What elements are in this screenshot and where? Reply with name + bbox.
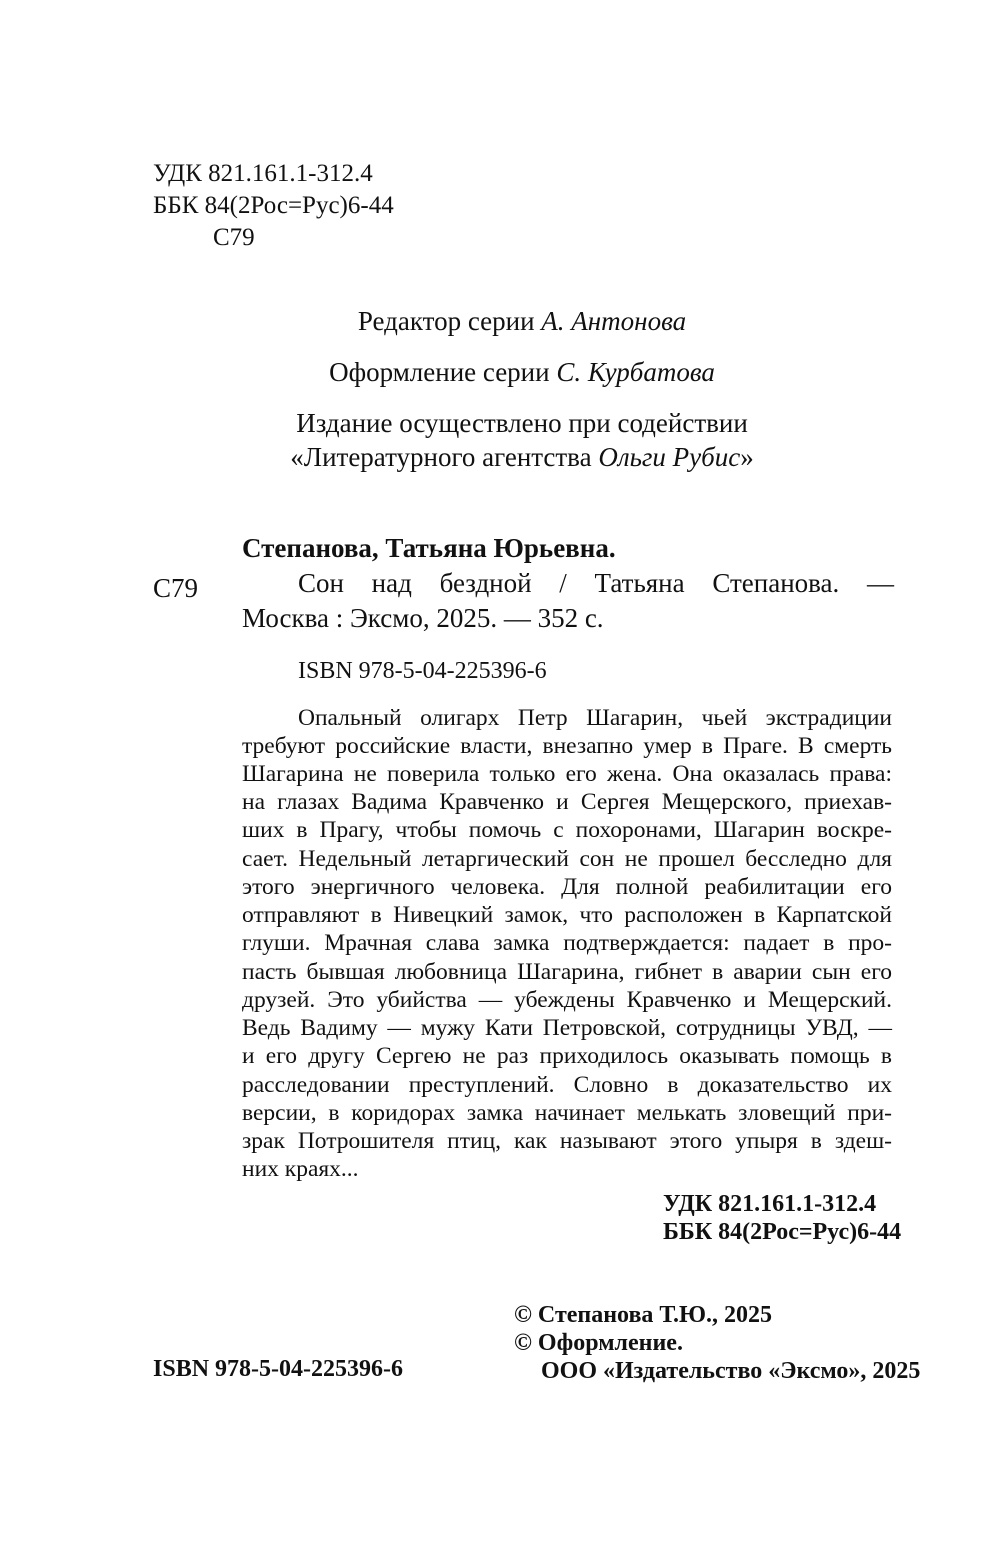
annotation-line: требуют российские власти, внезапно умер в Праге. В смерть xyxy=(242,733,892,759)
annotation-line: пасть бывшая любовница Шагарина, гибнет в аварии сын его xyxy=(242,959,892,985)
annotation-line: расследовании преступлений. Словно в доказательство их xyxy=(242,1072,892,1098)
copyright-publisher: ООО «Издательство «Эксмо», 2025 xyxy=(541,1358,921,1384)
bibliography-title-line-1: Сон над бездной / Татьяна Степанова. — xyxy=(298,568,894,598)
series-editor-line xyxy=(242,305,802,337)
annotation-line: и его другу Сергею не раз приходилось оказывать помощь в xyxy=(242,1043,892,1069)
annotation-line: отправляют в Нивецкий замок, что расположен в Карпатской xyxy=(242,902,892,928)
support-agency-prefix: «Литературного агентства xyxy=(290,442,592,472)
copyright-author: © Степанова Т.Ю., 2025 xyxy=(514,1302,773,1328)
copyright-design: © Оформление. xyxy=(514,1330,683,1356)
footer-bbk-code: ББК 84(2Рос=Рус)6-44 xyxy=(663,1219,902,1245)
annotation-line: сает. Недельный летаргический сон не прошел бесследно для xyxy=(242,846,892,872)
series-design-line xyxy=(242,356,802,388)
support-line-2 xyxy=(242,441,802,473)
support-agency-suffix: » xyxy=(740,442,754,472)
footer-isbn: ISBN 978-5-04-225396-6 xyxy=(153,1356,403,1382)
support-line-1: Издание осуществлено при содействии xyxy=(296,408,748,438)
annotation-line: друзей. Это убийства — убеждены Кравченко и Мещерский. xyxy=(242,987,892,1013)
annotation-line: зрак Потрошителя птиц, как называют этого упыря в здеш- xyxy=(242,1128,892,1154)
annotation-line: глуши. Мрачная слава замка подтверждается: падает в про- xyxy=(242,930,892,956)
bbk-code: ББК 84(2Рос=Рус)6-44 xyxy=(153,192,394,219)
footer-udk-code: УДК 821.161.1-312.4 xyxy=(663,1191,877,1217)
annotation-line: версии, в коридорах замка начинает мелькать зловещий при- xyxy=(242,1100,892,1126)
annotation-line: Шагарина не поверила только его жена. Она оказалась права: xyxy=(242,761,892,787)
bibliography-author-mark: С79 xyxy=(153,573,199,603)
series-design-name: С. Курбатова xyxy=(556,357,715,387)
annotation-line: ших в Прагу, чтобы помочь с похоронами, Шагарин воскре- xyxy=(242,817,892,843)
series-editor-label: Редактор серии xyxy=(357,306,535,336)
series-editor-name: А. Антонова xyxy=(541,306,687,336)
annotation-line: этого энергичного человека. Для полной реабилитации его xyxy=(242,874,892,900)
annotation-line: Ведь Вадиму — мужу Кати Петровской, сотрудницы УВД, — xyxy=(242,1015,892,1041)
author-mark: С79 xyxy=(213,224,255,251)
support-agency-name: Ольги Рубис xyxy=(598,442,741,472)
annotation-line: Опальный олигарх Петр Шагарин, чьей экстрадиции xyxy=(298,705,892,731)
bibliography-author: Степанова, Татьяна Юрьевна. xyxy=(242,533,616,563)
bibliography-title-line-2: Москва : Эксмо, 2025. — 352 с. xyxy=(242,603,604,633)
annotation-line: них краях... xyxy=(242,1156,359,1182)
annotation-line: на глазах Вадима Кравченко и Сергея Мещерского, приехав- xyxy=(242,789,892,815)
series-design-label: Оформление серии xyxy=(329,357,550,387)
bibliography-isbn: ISBN 978-5-04-225396-6 xyxy=(298,658,547,684)
udk-code: УДК 821.161.1-312.4 xyxy=(153,160,373,187)
